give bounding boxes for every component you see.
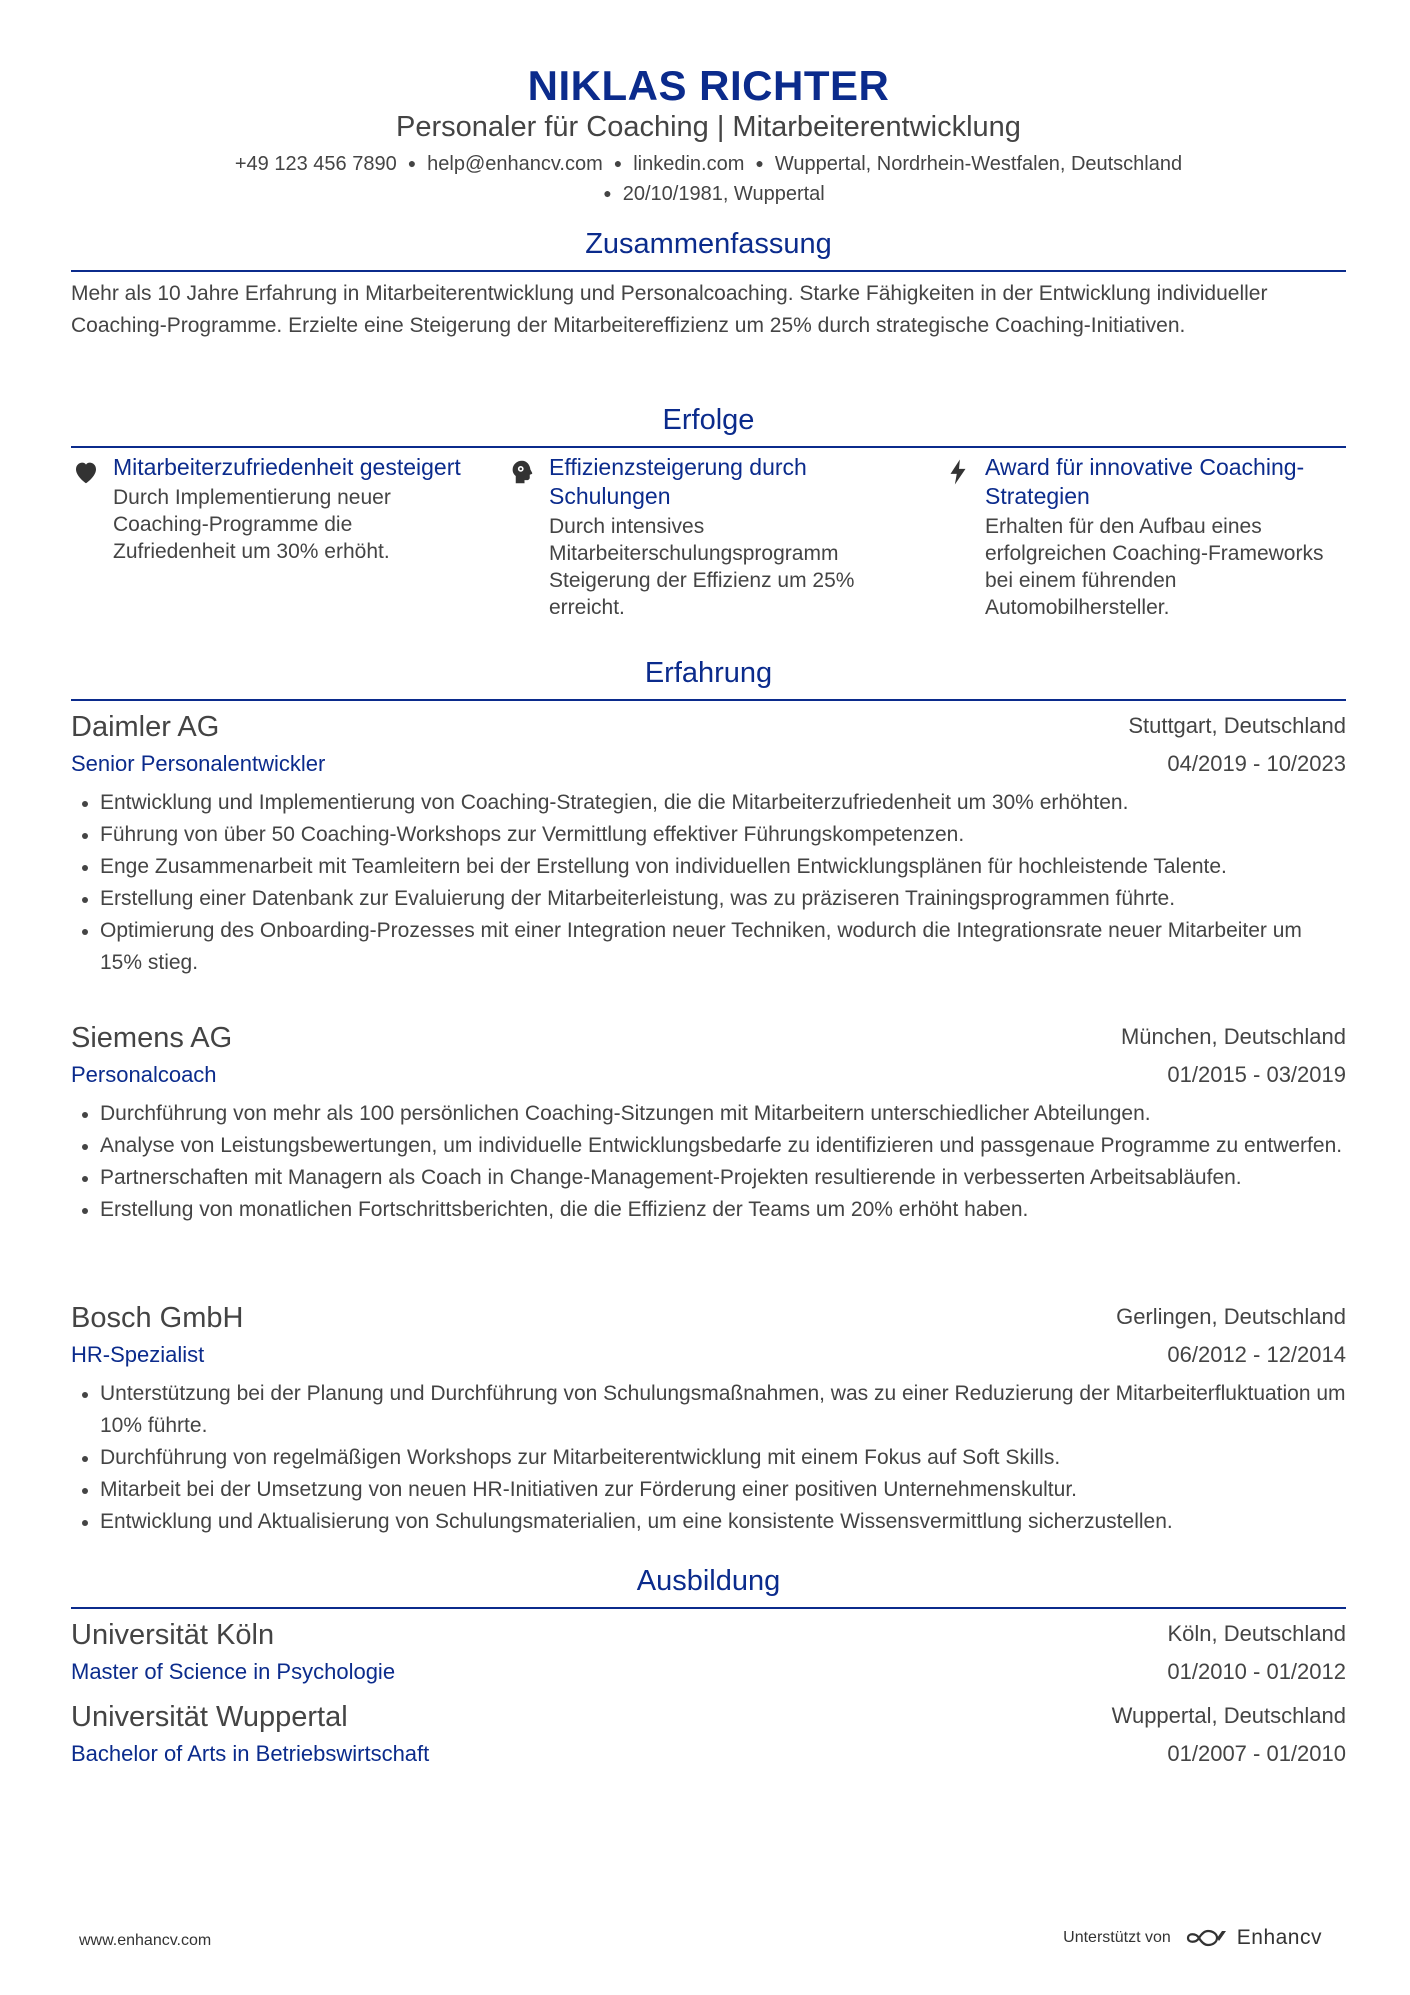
bullet-separator: ● <box>755 155 764 171</box>
education-entry <box>71 1619 1346 1689</box>
experience-heading: Erfahrung <box>644 657 773 689</box>
achievement-item <box>507 453 912 621</box>
list-item: Erstellung einer Datenbank zur Evaluierung der Mitarbeiterleistung, was zu präziseren Trainingsprogrammen führte. <box>71 883 1346 915</box>
powered-by-label: Unterstützt von <box>1063 1929 1171 1946</box>
achievement-desc: Durch Implementierung neuer Coaching-Programme die Zufriedenheit um 30% erhöht. <box>113 486 391 563</box>
bullet-separator: ● <box>613 155 623 171</box>
summary-heading: Zusammenfassung <box>585 228 832 260</box>
job-role: HR-Spezialist <box>71 1342 205 1367</box>
resume-page <box>71 0 1346 1995</box>
achievement-desc: Erhalten für den Aufbau eines erfolgreichen Coaching-Frameworks bei einem führenden Automobilhersteller. <box>985 515 1324 619</box>
company-name: Daimler AG <box>71 711 220 743</box>
achievement-desc: Durch intensives Mitarbeiterschulungsprogramm Steigerung der Effizienz um 25% erreicht. <box>549 515 855 619</box>
section-divider <box>71 699 1346 701</box>
email-link[interactable]: help@enhancv.com <box>427 153 603 175</box>
school-location: Köln, Deutschland <box>1167 1621 1346 1646</box>
job-location: Stuttgart, Deutschland <box>1128 713 1346 738</box>
achievements-heading: Erfolge <box>662 404 755 436</box>
list-item: Optimierung des Onboarding-Prozesses mit einer Integration neuer Techniken, wodurch die Integrationsrate neuer Mitarbeiter um 15% stieg. <box>71 915 1346 979</box>
footer-website[interactable]: www.enhancv.com <box>79 1932 212 1949</box>
bullet-separator: ● <box>407 155 417 171</box>
heart-icon <box>71 457 101 487</box>
contact-info <box>71 149 1346 209</box>
section-divider <box>71 270 1346 272</box>
achievement-title: Effizienzsteigerung durch Schulungen <box>549 454 807 509</box>
phone: +49 123 456 7890 <box>234 153 397 175</box>
brand-name: Enhancv <box>1236 1926 1322 1949</box>
achievement-title: Mitarbeiterzufriedenheit gesteigert <box>113 454 461 480</box>
list-item: Unterstützung bei der Planung und Durchführung von Schulungsmaßnahmen, was zu einer Reduzierung der Mitarbeiterfluktuation um 10% führte. <box>71 1378 1346 1442</box>
address: Wuppertal, Nordrhein-Westfalen, Deutschland <box>774 153 1183 175</box>
job-bullets <box>71 1378 1346 1538</box>
job-role: Senior Personalentwickler <box>71 751 326 776</box>
achievement-item <box>943 453 1348 621</box>
section-divider <box>71 446 1346 448</box>
education-dates: 01/2010 - 01/2012 <box>1167 1659 1346 1684</box>
job-bullets <box>71 787 1346 979</box>
list-item: Führung von über 50 Coaching-Workshops zur Vermittlung effektiver Führungskompetenzen. <box>71 819 1346 851</box>
lightning-icon <box>943 457 973 487</box>
degree: Bachelor of Arts in Betriebswirtschaft <box>71 1741 430 1766</box>
brain-head-icon <box>507 457 537 487</box>
job-dates: 04/2019 - 10/2023 <box>1167 751 1346 776</box>
summary-text: Mehr als 10 Jahre Erfahrung in Mitarbeiterentwicklung und Personalcoaching. Starke Fähigkeiten in der Entwicklung individueller Coaching-Programme. Erzielte eine Steigerung der Mitarbeitereffizienz um 25% durch strategische Coaching-Initiativen. <box>71 282 1268 337</box>
section-divider <box>71 1607 1346 1609</box>
list-item: Partnerschaften mit Managern als Coach in Change-Management-Projekten resultierende in verbesserten Arbeitsabläufen. <box>71 1162 1346 1194</box>
company-name: Bosch GmbH <box>71 1302 244 1334</box>
achievement-title: Award für innovative Coaching-Strategien <box>985 454 1305 509</box>
list-item: Enge Zusammenarbeit mit Teamleitern bei der Erstellung von individuellen Entwicklungsplänen für hochleistende Talente. <box>71 851 1346 883</box>
birth-info: 20/10/1981, Wuppertal <box>622 183 825 205</box>
list-item: Durchführung von regelmäßigen Workshops zur Mitarbeiterentwicklung mit einem Fokus auf Soft Skills. <box>71 1442 1346 1474</box>
linkedin-link[interactable]: linkedin.com <box>633 153 745 175</box>
job-dates: 06/2012 - 12/2014 <box>1167 1342 1346 1367</box>
school-name: Universität Köln <box>71 1619 275 1651</box>
job-location: München, Deutschland <box>1120 1024 1346 1049</box>
job-bullets <box>71 1098 1346 1226</box>
education-entry <box>71 1701 1346 1771</box>
achievement-item <box>71 453 476 565</box>
enhancv-logo-icon <box>1185 1926 1231 1950</box>
list-item: Analyse von Leistungsbewertungen, um individuelle Entwicklungsbedarfe zu identifizieren und passgenaue Programme zu entwerfen. <box>71 1130 1346 1162</box>
job-location: Gerlingen, Deutschland <box>1116 1304 1346 1329</box>
job-dates: 01/2015 - 03/2019 <box>1167 1062 1346 1087</box>
list-item: Entwicklung und Aktualisierung von Schulungsmaterialien, um eine konsistente Wissensvermittlung sicherzustellen. <box>71 1506 1346 1538</box>
job-role: Personalcoach <box>71 1062 217 1087</box>
candidate-name: NIKLAS RICHTER <box>527 62 890 109</box>
list-item: Mitarbeit bei der Umsetzung von neuen HR-Initiativen zur Förderung einer positiven Unternehmenskultur. <box>71 1474 1346 1506</box>
list-item: Entwicklung und Implementierung von Coaching-Strategien, die die Mitarbeiterzufriedenheit um 30% erhöhten. <box>71 787 1346 819</box>
school-location: Wuppertal, Deutschland <box>1111 1703 1346 1728</box>
candidate-title: Personaler für Coaching | Mitarbeiterentwicklung <box>396 111 1021 143</box>
footer-branding <box>1063 1926 1322 1950</box>
list-item: Durchführung von mehr als 100 persönlichen Coaching-Sitzungen mit Mitarbeitern unterschiedlicher Abteilungen. <box>71 1098 1346 1130</box>
education-dates: 01/2007 - 01/2010 <box>1167 1741 1346 1766</box>
education-heading: Ausbildung <box>636 1565 781 1597</box>
degree: Master of Science in Psychologie <box>71 1659 396 1684</box>
company-name: Siemens AG <box>71 1022 233 1054</box>
school-name: Universität Wuppertal <box>71 1701 348 1733</box>
list-item: Erstellung von monatlichen Fortschrittsberichten, die die Effizienz der Teams um 20% erhöht haben. <box>71 1194 1346 1226</box>
bullet-separator: ● <box>603 185 612 201</box>
